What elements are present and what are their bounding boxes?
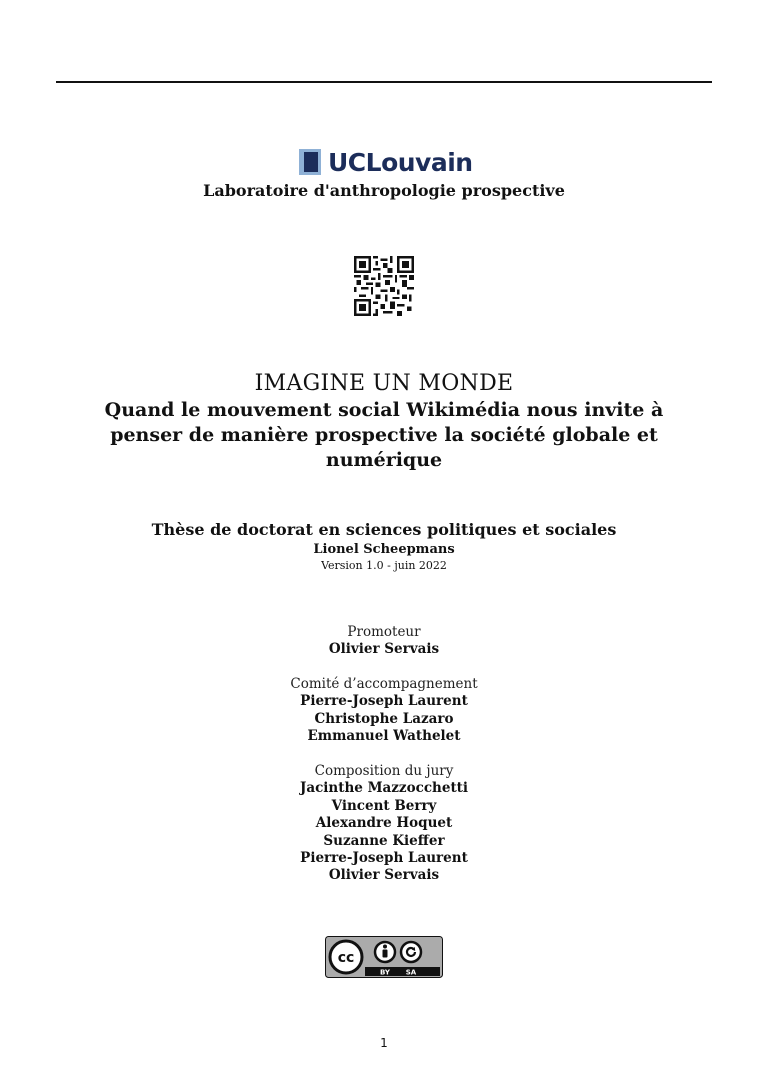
uclouvain-logo-text: UCLouvain — [328, 147, 473, 177]
lab-name: Laboratoire d'anthropologie prospective — [203, 181, 565, 200]
comite-member: Emmanuel Wathelet — [307, 728, 461, 745]
promoteur-label: Promoteur — [347, 624, 421, 640]
cc-by-sa-license-icon — [325, 936, 443, 978]
promoteur-section — [0, 624, 768, 659]
comite-section — [0, 676, 768, 746]
version-date: Version 1.0 - juin 2022 — [321, 559, 447, 572]
thesis-subtitle: Quand le mouvement social Wikimédia nous invite à penser de manière prospective la société globale et numérique — [104, 399, 664, 471]
comite-label: Comité d’accompagnement — [290, 676, 478, 692]
thesis-type: Thèse de doctorat en sciences politiques et sociales — [151, 520, 617, 539]
jury-member: Alexandre Hoquet — [315, 815, 453, 832]
uclouvain-logo — [299, 147, 479, 177]
comite-member: Pierre-Joseph Laurent — [300, 693, 468, 710]
thesis-title: IMAGINE UN MONDE — [254, 371, 514, 396]
uclouvain-logo-icon — [299, 149, 323, 175]
page-number: 1 — [380, 1036, 388, 1050]
sa-label: SA — [405, 968, 417, 977]
jury-member: Suzanne Kieffer — [323, 832, 445, 849]
jury-label: Composition du jury — [314, 763, 454, 779]
header-rule — [56, 81, 712, 83]
jury-member: Vincent Berry — [331, 797, 437, 814]
jury-member: Olivier Servais — [328, 867, 440, 884]
jury-member: Pierre-Joseph Laurent — [300, 850, 468, 867]
by-label: BY — [379, 968, 391, 977]
author-name: Lionel Scheepmans — [313, 542, 455, 557]
qr-code-icon — [354, 256, 414, 316]
jury-section — [0, 763, 768, 885]
jury-member: Jacinthe Mazzocchetti — [299, 780, 469, 797]
promoteur-name: Olivier Servais — [328, 641, 440, 658]
cc-label: cc — [337, 950, 355, 966]
comite-member: Christophe Lazaro — [314, 710, 454, 727]
